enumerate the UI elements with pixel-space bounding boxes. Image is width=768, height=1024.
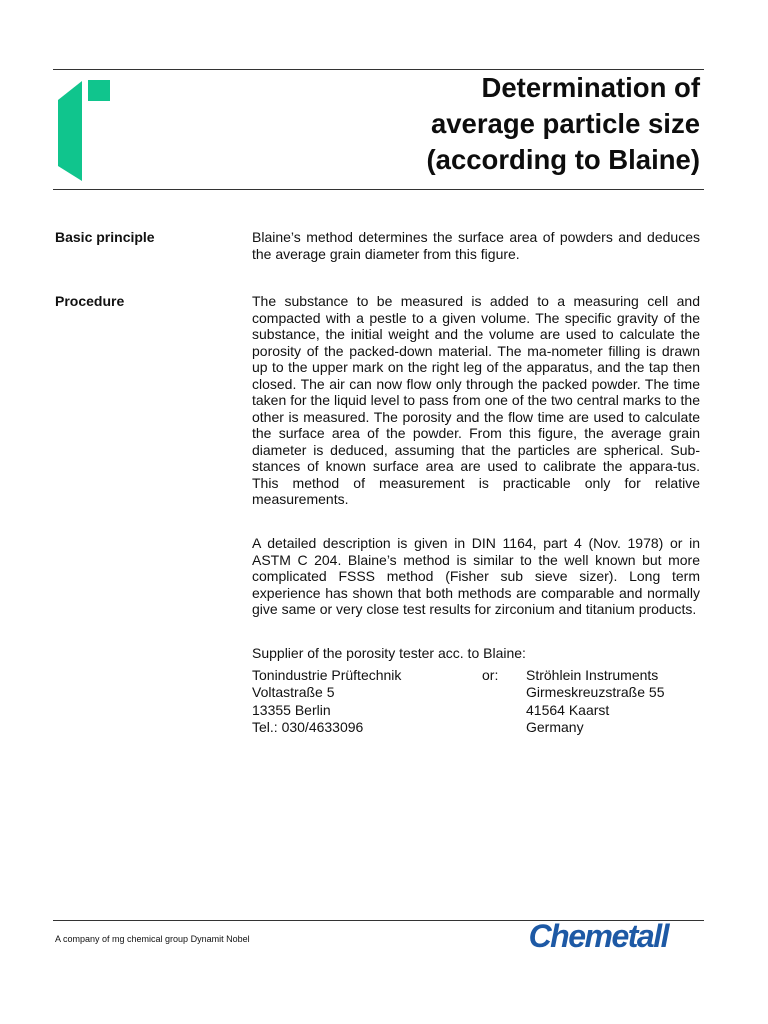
supplier-address-right — [526, 667, 706, 736]
supplier-left-line: Voltastraße 5 — [252, 684, 335, 701]
title-line-2: average particle size — [430, 108, 700, 139]
title-line-3: (according to Blaine) — [426, 144, 700, 175]
logo-square — [88, 80, 110, 101]
page-title — [280, 70, 700, 178]
header-divider — [53, 189, 704, 190]
supplier-separator: or: — [482, 667, 499, 683]
supplier-intro: Supplier of the porosity tester acc. to Blaine: — [252, 645, 526, 661]
procedure-label: Procedure — [55, 293, 125, 309]
supplier-right-line: Germany — [526, 718, 584, 735]
supplier-left-line: Tel.: 030/4633096 — [252, 718, 364, 735]
supplier-right-line: 41564 Kaarst — [526, 701, 610, 718]
procedure-paragraph-1: The substance to be measured is added to a measuring cell and compacted with a pestle to a given volume. The specific gravity of the substance, the initial weight and the volume are used to calculate the porosity of the packed-down material. The ma-nometer filling is drawn up to the upper mark on the right leg of the apparatus, and the tap then closed. The air can now flow only through the packed powder. The time taken for the liquid level to pass from one of the two central marks to the other is measured. The porosity and the flow time are used to calculate the surface area of the powder. From this figure, the average grain diameter is deduced, assuming that the particles are spherical. Sub-stances of known surface area are used to calibrate the appara-tus. This method of measurement is practicable only for relative measurements. — [252, 293, 700, 507]
supplier-right-line: Ströhlein Instruments — [526, 667, 659, 683]
supplier-right-line: Girmeskreuzstraße 55 — [526, 684, 665, 701]
basic-principle-text: Blaine’s method determines the surface area of powders and deduces the average grain diameter from this figure. — [252, 229, 700, 262]
logo-bar — [58, 81, 82, 181]
procedure-paragraph-2: A detailed description is given in DIN 1164, part 4 (Nov. 1978) or in ASTM C 204. Blaine’s method is similar to the well known but more complicated FSSS method (Fisher sub sieve sizer). Long term experience has shown that both methods are comparable and normally give same or very close test results for zirconium and titanium products. — [252, 535, 700, 617]
footer-note: A company of mg chemical group Dynamit Nobel — [55, 934, 250, 944]
basic-principle-label: Basic principle — [55, 229, 155, 245]
supplier-address-left — [252, 667, 472, 736]
title-line-1: Determination of — [481, 72, 700, 103]
chemetall-logo: Chemetall — [528, 918, 668, 954]
supplier-left-line: Tonindustrie Prüftechnik — [252, 667, 402, 683]
supplier-left-line: 13355 Berlin — [252, 701, 331, 718]
chemetall-mark-icon — [55, 78, 115, 183]
